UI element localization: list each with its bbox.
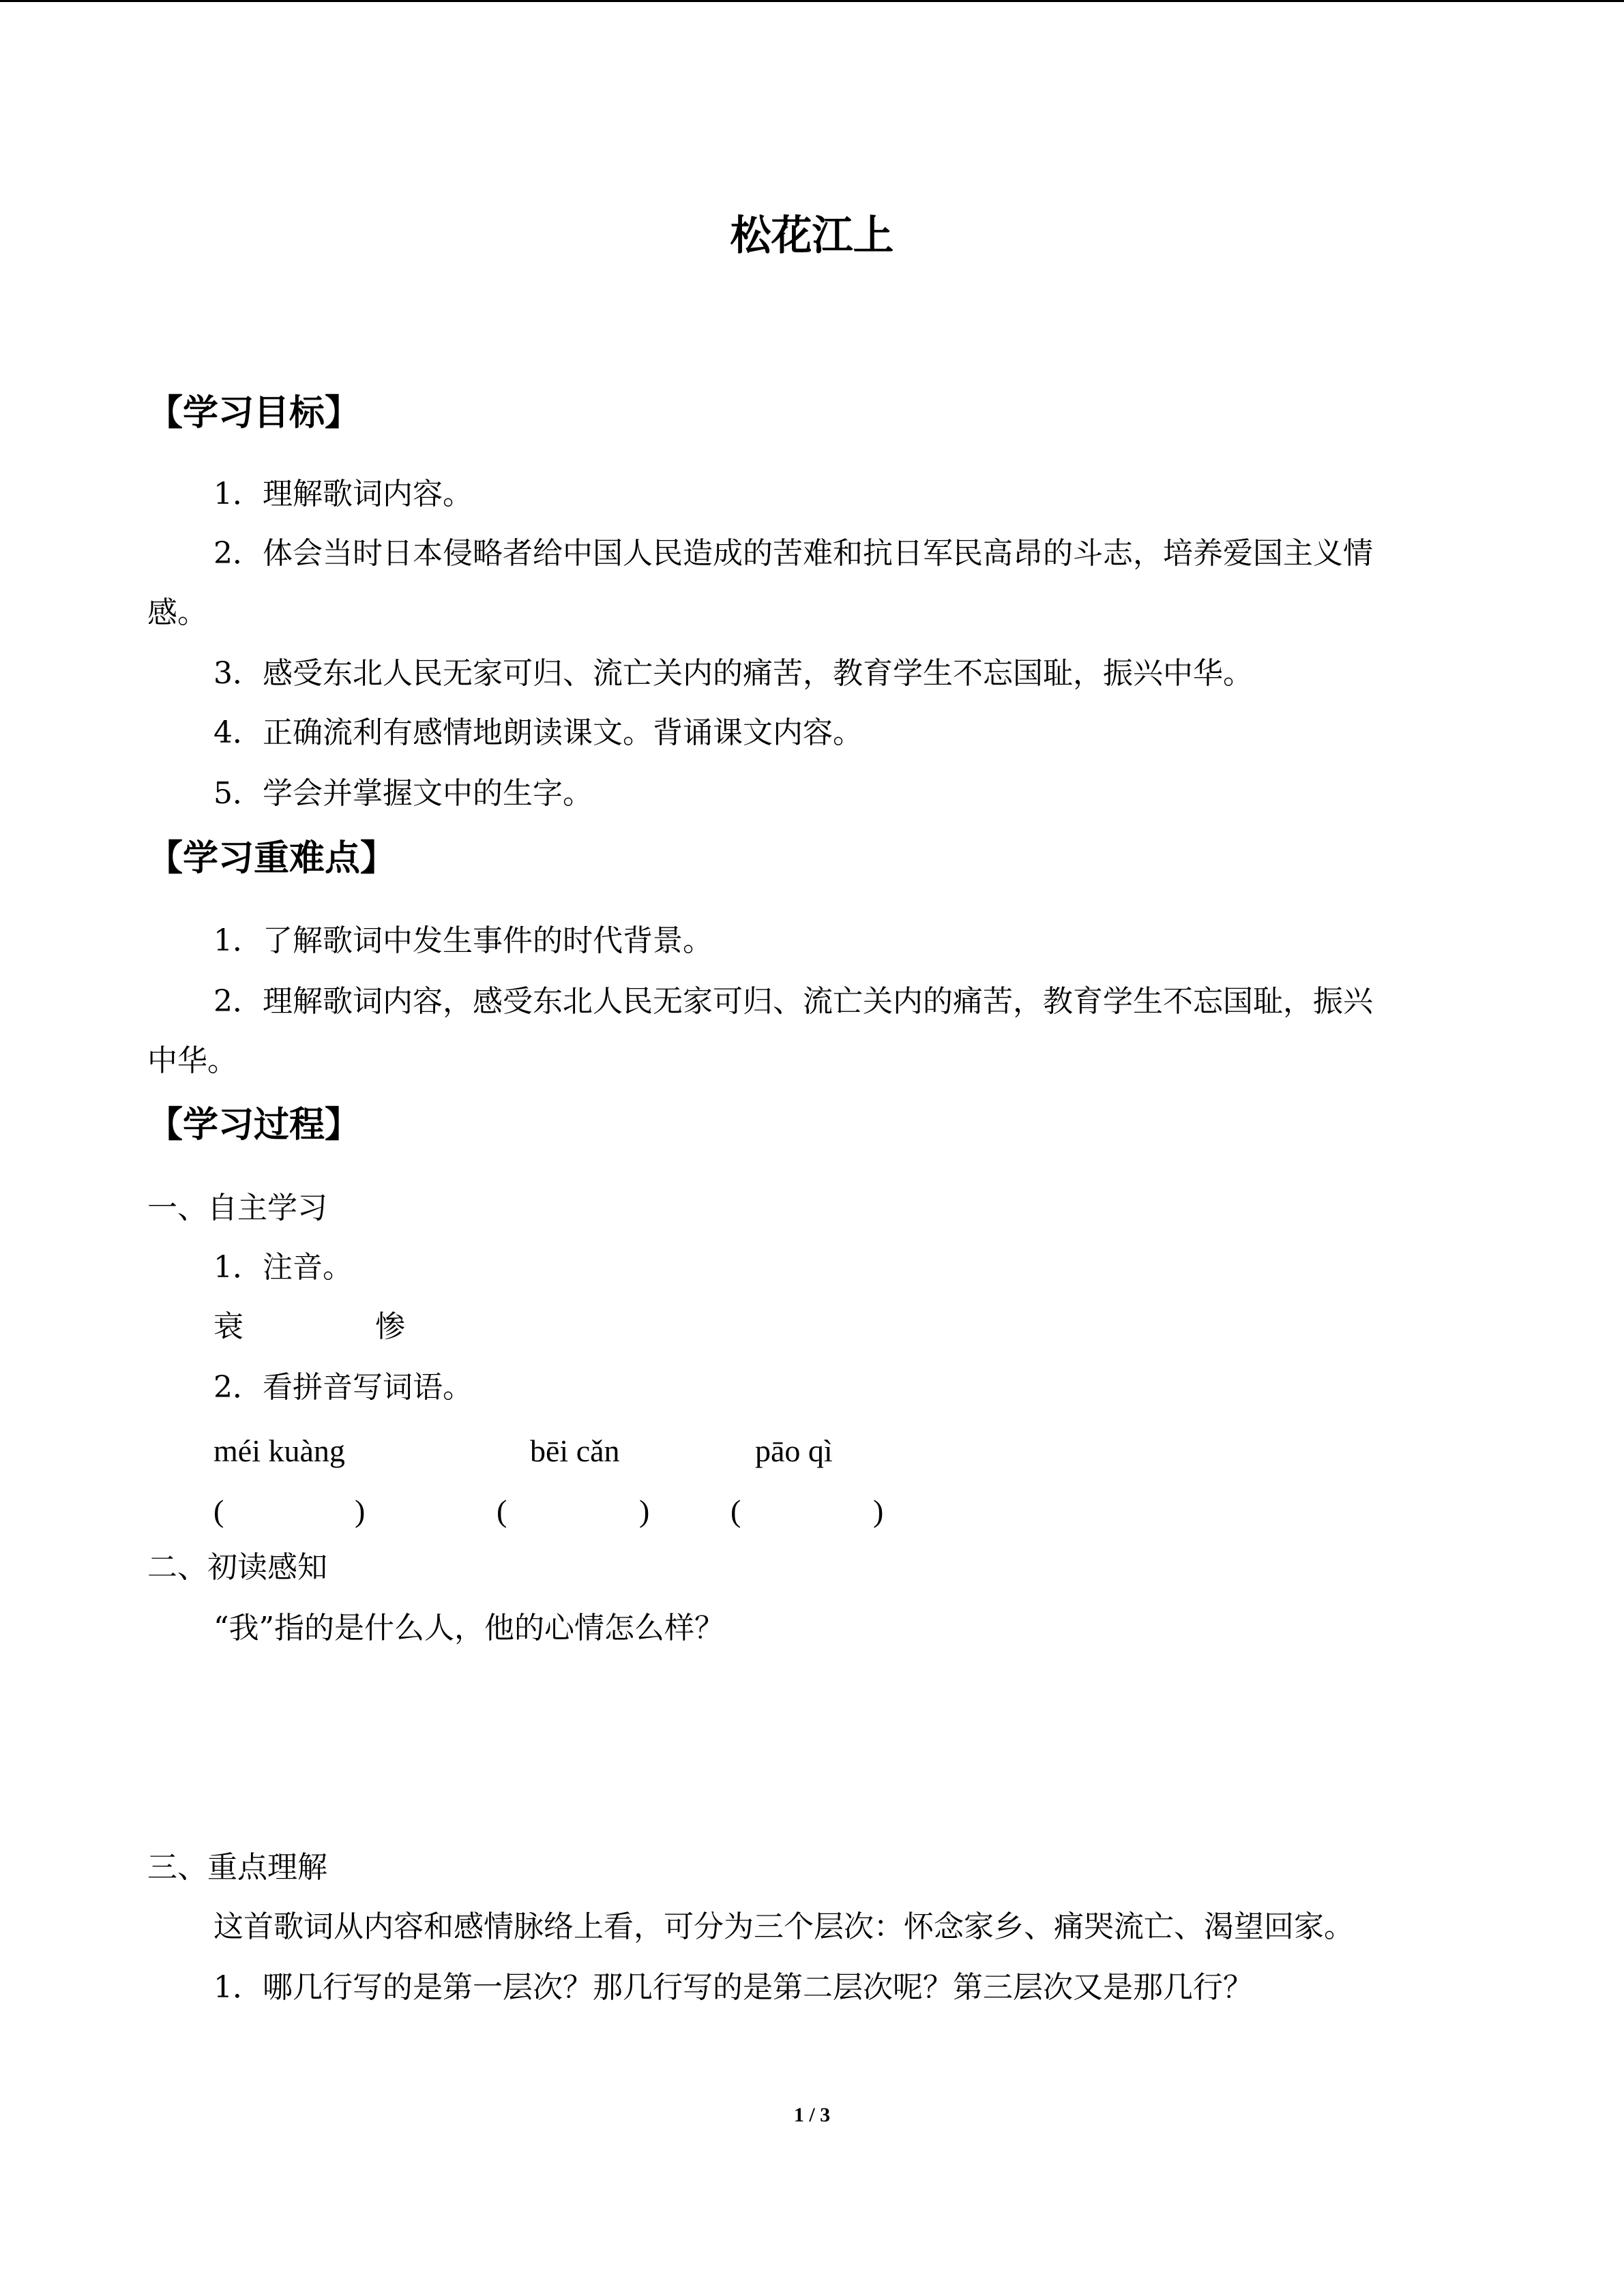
key-point-item-2: 2．理解歌词内容，感受东北人民无家可归、流亡关内的痛苦，教育学生不忘国耻，振兴 <box>213 984 1373 1019</box>
part2-question: “我”指的是什么人，他的心情怎么样？ <box>213 1611 724 1645</box>
part1-title: 一、自主学习 <box>147 1191 327 1225</box>
part1-question-1: 1．注音。 <box>213 1250 353 1285</box>
key-points-heading: 【学习重难点】 <box>147 837 396 879</box>
top-border-rule <box>0 0 1624 2</box>
part3-title: 三、重点理解 <box>147 1850 327 1885</box>
page-number: 1 / 3 <box>793 2104 831 2126</box>
document-title: 松花江上 <box>730 212 894 260</box>
answer-blank-2-close: ) <box>639 1493 650 1528</box>
pinyin-word-3: pāo qì <box>755 1433 833 1468</box>
part3-question-1: 1．哪几行写的是第一层次？那几行写的是第二层次呢？第三层次又是那几行？ <box>213 1970 1253 2005</box>
objective-item-4: 4．正确流利有感情地朗读课文。背诵课文内容。 <box>213 715 863 750</box>
pinyin-word-1: méi kuàng <box>213 1433 345 1468</box>
process-heading: 【学习过程】 <box>147 1104 361 1146</box>
part3-intro: 这首歌词从内容和感情脉络上看，可分为三个层次：怀念家乡、痛哭流亡、渴望回家。 <box>213 1909 1354 1944</box>
answer-blank-2-open: ( <box>497 1493 507 1528</box>
part1-question-2: 2．看拼音写词语。 <box>213 1370 473 1405</box>
objective-item-5: 5．学会并掌握文中的生字。 <box>213 776 593 811</box>
objective-item-2: 2．体会当时日本侵略者给中国人民造成的苦难和抗日军民高昂的斗志，培养爱国主义情 <box>213 536 1373 571</box>
answer-blank-3-open: ( <box>730 1493 741 1528</box>
objectives-heading: 【学习目标】 <box>147 392 361 434</box>
objective-item-2-cont: 感。 <box>147 595 207 630</box>
key-point-item-1: 1．了解歌词中发生事件的时代背景。 <box>213 923 713 958</box>
objective-item-1: 1．理解歌词内容。 <box>213 477 473 511</box>
key-point-item-2-cont: 中华。 <box>147 1043 237 1078</box>
part2-title: 二、初读感知 <box>147 1550 327 1585</box>
objective-item-3: 3．感受东北人民无家可归、流亡关内的痛苦，教育学生不忘国耻，振兴中华。 <box>213 656 1253 691</box>
answer-blank-1-open: ( <box>213 1493 224 1528</box>
annotate-char-2: 惨 <box>375 1309 405 1344</box>
answer-blank-3-close: ) <box>873 1493 884 1528</box>
pinyin-word-2: bēi cǎn <box>530 1433 620 1468</box>
answer-blank-1-close: ) <box>355 1493 366 1528</box>
annotate-char-1: 衰 <box>213 1309 243 1344</box>
